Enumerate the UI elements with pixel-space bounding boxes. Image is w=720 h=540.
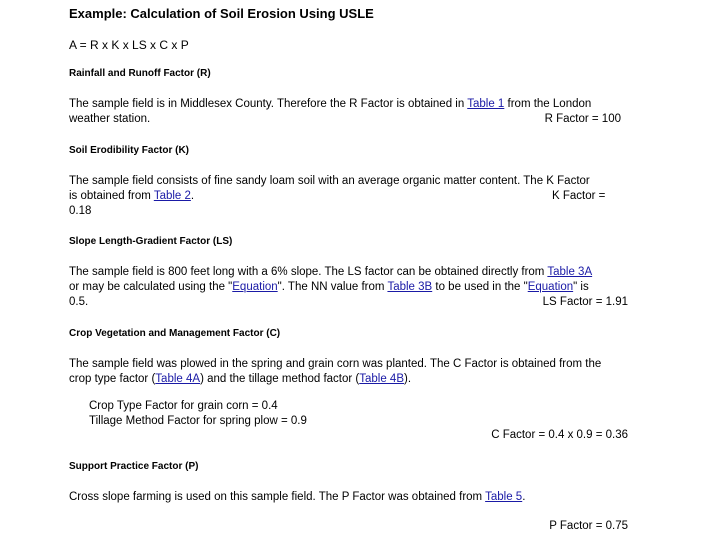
r-factor-heading: Rainfall and Runoff Factor (R) xyxy=(69,68,211,79)
k-factor-result-value: 0.18 xyxy=(69,205,92,217)
p-text-before: Cross slope farming is used on this sample field. The P Factor was obtained from xyxy=(69,491,486,503)
c-text-after: ). xyxy=(404,373,412,385)
table-1-link[interactable]: Table 1 xyxy=(467,98,505,110)
tillage-method-factor: Tillage Method Factor for spring plow = 0.9 xyxy=(89,415,307,427)
r-factor-result: R Factor = 100 xyxy=(544,113,621,125)
k-text-after: . xyxy=(190,190,195,202)
table-4b-link[interactable]: Table 4B xyxy=(359,373,404,385)
ls-factor-text-line2 xyxy=(69,281,589,293)
p-factor-heading: Support Practice Factor (P) xyxy=(69,461,199,472)
equation-link-1[interactable]: Equation xyxy=(232,281,278,293)
c-factor-heading: Crop Vegetation and Management Factor (C) xyxy=(69,328,281,339)
table-3a-link[interactable]: Table 3A xyxy=(547,266,593,278)
table-2-link[interactable]: Table 2 xyxy=(153,190,191,202)
ls-text-before: or may be calculated using the " xyxy=(69,281,233,293)
ls-factor-text-line3: 0.5. xyxy=(69,296,89,308)
r-text-after: from the London xyxy=(504,98,592,110)
c-factor-result: C Factor = 0.4 x 0.9 = 0.36 xyxy=(491,429,628,441)
k-factor-text-line2 xyxy=(69,190,194,202)
table-5-link[interactable]: Table 5 xyxy=(485,491,523,503)
k-factor-result-label: K Factor = xyxy=(552,190,606,202)
ls-factor-text-line1 xyxy=(69,266,592,278)
k-text-before: is obtained from xyxy=(69,190,154,202)
c-text-mid: ) and the tillage method factor ( xyxy=(200,373,360,385)
c-factor-text-line2 xyxy=(69,373,411,385)
r-factor-text-line2: weather station. xyxy=(69,113,151,125)
p-factor-result: P Factor = 0.75 xyxy=(549,520,628,532)
page-title: Example: Calculation of Soil Erosion Using USLE xyxy=(69,6,374,21)
crop-type-factor: Crop Type Factor for grain corn = 0.4 xyxy=(89,400,278,412)
usle-formula: A = R x K x LS x C x P xyxy=(69,38,189,52)
c-text-before: crop type factor ( xyxy=(69,373,156,385)
ls-text-mid2: to be used in the " xyxy=(432,281,528,293)
ls-text-line1: The sample field is 800 feet long with a 6% slope. The LS factor can be obtained directly from xyxy=(69,266,548,278)
k-factor-heading: Soil Erodibility Factor (K) xyxy=(69,145,190,156)
table-3b-link[interactable]: Table 3B xyxy=(387,281,433,293)
r-text-before: The sample field is in Middlesex County. Therefore the R Factor is obtained in xyxy=(69,98,468,110)
equation-link-2[interactable]: Equation xyxy=(527,281,574,293)
r-factor-text xyxy=(69,98,591,110)
ls-text-mid: ". The NN value from xyxy=(277,281,388,293)
ls-factor-result: LS Factor = 1.91 xyxy=(542,296,628,308)
ls-text-after: " is xyxy=(573,281,589,293)
k-factor-text-line1: The sample field consists of fine sandy loam soil with an average organic matter content. The K Factor xyxy=(69,175,590,187)
ls-factor-heading: Slope Length-Gradient Factor (LS) xyxy=(69,236,233,247)
table-4a-link[interactable]: Table 4A xyxy=(155,373,201,385)
c-factor-text-line1: The sample field was plowed in the spring and grain corn was planted. The C Factor is obtained from the xyxy=(69,358,602,370)
p-text-after: . xyxy=(522,491,526,503)
p-factor-text xyxy=(69,491,525,503)
